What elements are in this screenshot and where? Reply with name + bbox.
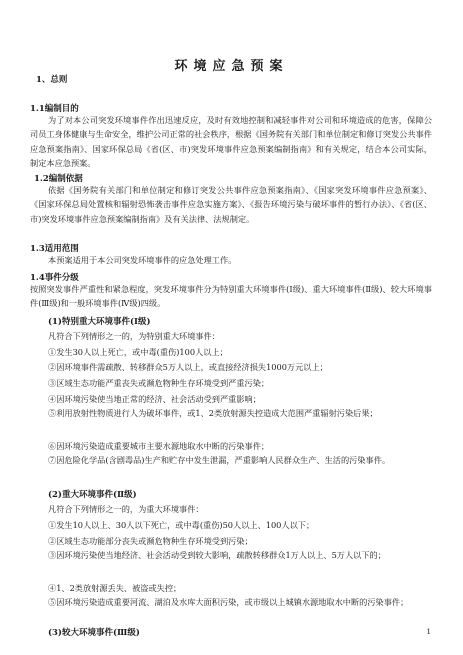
list-item: ⑤利用放射性物质进行人为破坏事件，或1、2类放射源失控造成大范围严重辐射污染后果； xyxy=(48,408,378,418)
list-item: ①发生10人以上、30人以下死亡，或中毒(重伤)50人以上、100人以下； xyxy=(48,520,315,530)
level2-intro: 凡符合下列情形之一的，为重大环境事件： xyxy=(48,504,204,514)
level1-intro: 凡符合下列情形之一的，为特别重大环境事件： xyxy=(48,331,220,341)
paragraph-purpose: 为了对本公司突发环境事件作出迅速反应，及时有效地控制和减轻事件对公司和环境造成的危害，保障公司员工身体健康与生命安全，维护公司正常的社会秩序，根据《国务院有关部门和单位制定和修订突发公共事件应急预案指南》、国家环保总局《省(区、市)突发环境事件应急预案编制指南》和有关规定，结合本公司实际，制定本应急预案。 xyxy=(30,115,432,169)
page-number: 1 xyxy=(426,628,431,636)
section-heading-general: 1、总则 xyxy=(36,75,68,85)
list-item: ②区域生态功能部分丧失或濒危物种生存环境受到污染； xyxy=(48,536,253,546)
section-heading-scope: 1.3适用范围 xyxy=(30,244,79,254)
section-heading-basis: 1.2编制依据 xyxy=(34,174,83,184)
heading-level-3: (3)较大环境事件(Ⅲ级) xyxy=(48,628,140,638)
list-item: ③因环境污染使当地经济、社会活动受到较大影响，疏散转移群众1万人以上、5万人以下的； xyxy=(48,550,386,560)
list-item: ③区域生态功能严重丧失或濒危物种生存环境受到严重污染； xyxy=(48,378,270,388)
heading-level-2: (2)重大环境事件(Ⅱ级) xyxy=(48,490,137,500)
list-item: ⑤因环境污染造成重要河流、湖泊及水库大面积污染，或市级以上城镇水源地取水中断的污染事件； xyxy=(48,597,409,607)
list-item: ④1、2类放射源丢失、被盗或失控； xyxy=(48,583,182,593)
list-item: ⑥因环境污染造成重要城市主要水源地取水中断的污染事件； xyxy=(48,441,270,451)
paragraph-scope: 本预案适用于本公司突发环境事件的应急处理工作。 xyxy=(48,255,237,265)
heading-level-1: (1)特别重大环境事件(Ⅰ级) xyxy=(48,317,151,327)
paragraph-classification: 按照突发事件严重性和紧急程度，突发环境事件分为特别重大环境事件(Ⅰ级)、重大环境事件(Ⅱ级)、较大环境事件(Ⅲ级)和一般环境事件(Ⅳ级)四级。 xyxy=(30,284,432,309)
document-title: 环境应急预案 xyxy=(174,59,289,74)
list-item: ①发生30人以上死亡，或中毒(重伤)100人以上； xyxy=(48,347,228,357)
list-item: ⑦因危险化学品(含剧毒品)生产和贮存中发生泄漏，严重影响人民群众生产、生活的污染事件。 xyxy=(48,455,391,465)
section-heading-purpose: 1.1编制目的 xyxy=(30,104,79,114)
section-heading-classification: 1.4事件分级 xyxy=(30,273,79,283)
paragraph-basis: 依据《国务院有关部门和单位制定和修订突发公共事件应急预案指南》、《国家突发环境事件应急预案》、《国家环保总局处置核和辐射恐怖袭击事件应急实施方案》、《报告环境污染与破坏事件的暂行办法》、《省(区、市)突发环境事件应急预案编制指南》及有关法律、法规制定。 xyxy=(30,185,432,224)
list-item: ④因环境污染使当地正常的经济、社会活动受到严重影响； xyxy=(48,394,261,404)
list-item: ②因环境事件需疏散、转移群众5万人以上，或直接经济损失1000万元以上； xyxy=(48,362,328,372)
